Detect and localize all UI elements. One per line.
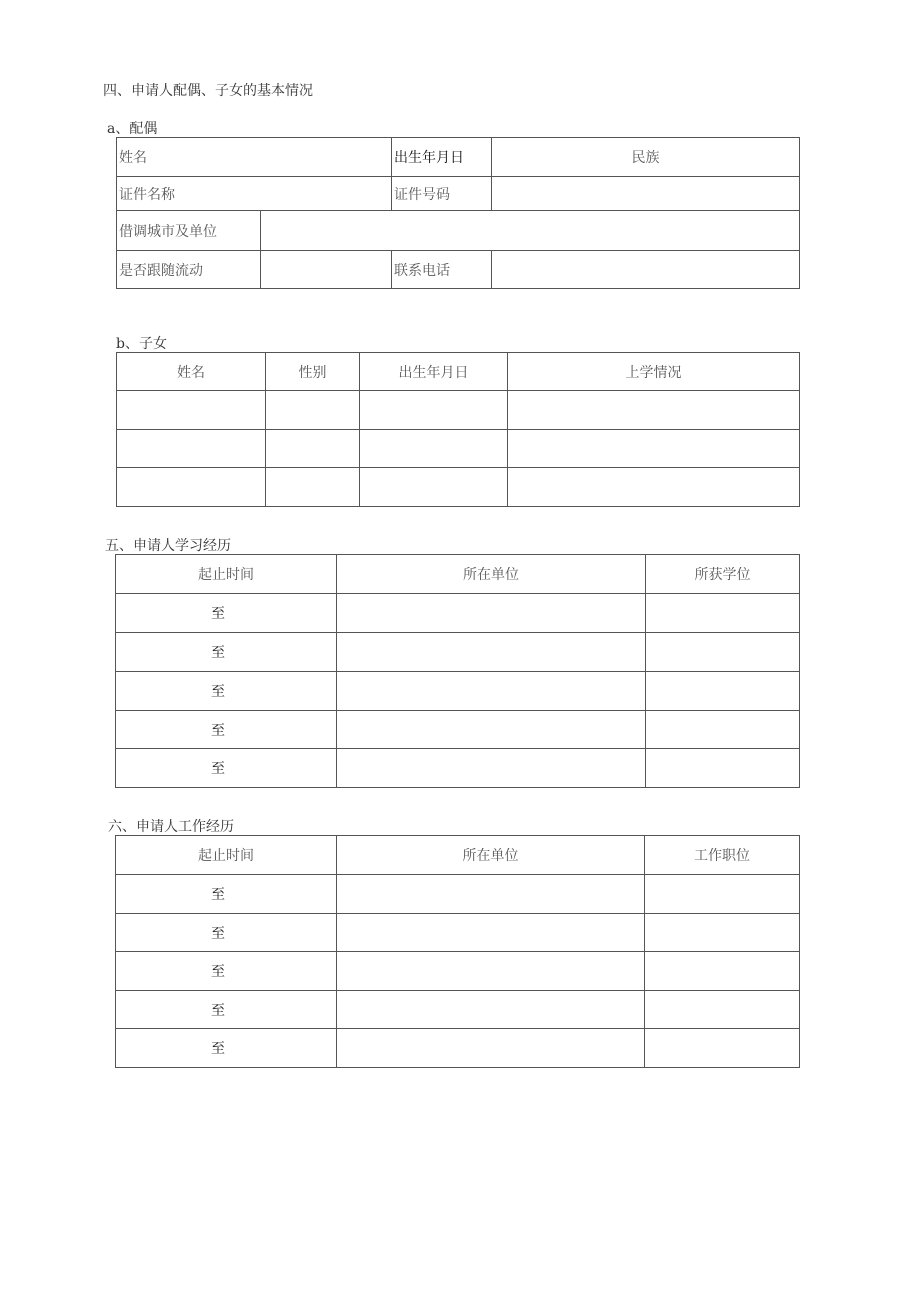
children-header-birth: 出生年月日 — [360, 353, 508, 391]
degree-field[interactable] — [646, 711, 800, 749]
children-subtitle: b、子女 — [116, 336, 167, 352]
position-field[interactable] — [645, 875, 800, 914]
child-name-field[interactable] — [117, 468, 266, 507]
period-field[interactable]: 至 — [116, 711, 337, 749]
employer-field[interactable] — [337, 1029, 645, 1068]
spouse-secondment-label: 借调城市及单位 — [117, 211, 261, 251]
period-field[interactable]: 至 — [116, 594, 337, 633]
child-gender-field[interactable] — [266, 430, 360, 468]
spouse-id-number-field[interactable] — [492, 177, 800, 211]
period-field[interactable]: 至 — [116, 672, 337, 711]
table-row — [116, 914, 800, 952]
spouse-phone-label: 联系电话 — [392, 251, 492, 289]
spouse-id-number-label: 证件号码 — [392, 177, 492, 211]
employer-field[interactable] — [337, 952, 645, 991]
degree-field[interactable] — [646, 594, 800, 633]
spouse-birth-label: 出生年月日 — [392, 138, 492, 177]
child-gender-field[interactable] — [266, 391, 360, 430]
institution-field[interactable] — [337, 711, 646, 749]
period-field[interactable]: 至 — [116, 914, 337, 952]
work-header-position: 工作职位 — [645, 836, 800, 875]
period-field[interactable]: 至 — [116, 633, 337, 672]
work-header-employer: 所在单位 — [337, 836, 645, 875]
position-field[interactable] — [645, 914, 800, 952]
spouse-phone-field[interactable] — [492, 251, 800, 289]
spouse-follow-field[interactable] — [261, 251, 392, 289]
spouse-subtitle: a、配偶 — [107, 121, 158, 137]
children-table — [116, 352, 800, 507]
table-row — [116, 1029, 800, 1068]
table-row — [116, 711, 800, 749]
table-row — [116, 875, 800, 914]
child-gender-field[interactable] — [266, 468, 360, 507]
children-header-school: 上学情况 — [508, 353, 800, 391]
employer-field[interactable] — [337, 991, 645, 1029]
position-field[interactable] — [645, 1029, 800, 1068]
table-row — [116, 952, 800, 991]
institution-field[interactable] — [337, 672, 646, 711]
institution-field[interactable] — [337, 594, 646, 633]
child-school-field[interactable] — [508, 468, 800, 507]
period-field[interactable]: 至 — [116, 875, 337, 914]
period-field[interactable]: 至 — [116, 749, 337, 788]
spouse-ethnicity-label: 民族 — [492, 138, 800, 177]
work-table — [115, 835, 800, 1068]
period-field[interactable]: 至 — [116, 991, 337, 1029]
table-row — [117, 391, 800, 430]
spouse-id-type-label: 证件名称 — [117, 177, 392, 211]
spouse-table — [116, 137, 800, 289]
child-birth-field[interactable] — [360, 430, 508, 468]
institution-field[interactable] — [337, 749, 646, 788]
education-header-institution: 所在单位 — [337, 555, 646, 594]
table-row — [116, 672, 800, 711]
table-row — [116, 633, 800, 672]
section6-title: 六、申请人工作经历 — [108, 819, 234, 835]
degree-field[interactable] — [646, 672, 800, 711]
institution-field[interactable] — [337, 633, 646, 672]
table-row — [117, 430, 800, 468]
work-header-period: 起止时间 — [116, 836, 337, 875]
child-school-field[interactable] — [508, 430, 800, 468]
table-row — [116, 594, 800, 633]
spouse-follow-label: 是否跟随流动 — [117, 251, 261, 289]
education-table — [115, 554, 800, 788]
child-name-field[interactable] — [117, 430, 266, 468]
child-birth-field[interactable] — [360, 468, 508, 507]
table-row — [116, 991, 800, 1029]
children-header-gender: 性别 — [266, 353, 360, 391]
degree-field[interactable] — [646, 633, 800, 672]
child-name-field[interactable] — [117, 391, 266, 430]
employer-field[interactable] — [337, 914, 645, 952]
table-row — [117, 468, 800, 507]
education-header-degree: 所获学位 — [646, 555, 800, 594]
child-birth-field[interactable] — [360, 391, 508, 430]
section5-title: 五、申请人学习经历 — [105, 538, 231, 554]
children-header-name: 姓名 — [117, 353, 266, 391]
degree-field[interactable] — [646, 749, 800, 788]
position-field[interactable] — [645, 952, 800, 991]
table-row — [116, 749, 800, 788]
education-header-period: 起止时间 — [116, 555, 337, 594]
spouse-secondment-field[interactable] — [261, 211, 800, 251]
spouse-name-label: 姓名 — [117, 138, 392, 177]
period-field[interactable]: 至 — [116, 952, 337, 991]
employer-field[interactable] — [337, 875, 645, 914]
period-field[interactable]: 至 — [116, 1029, 337, 1068]
position-field[interactable] — [645, 991, 800, 1029]
section4-title: 四、申请人配偶、子女的基本情况 — [103, 83, 313, 99]
child-school-field[interactable] — [508, 391, 800, 430]
